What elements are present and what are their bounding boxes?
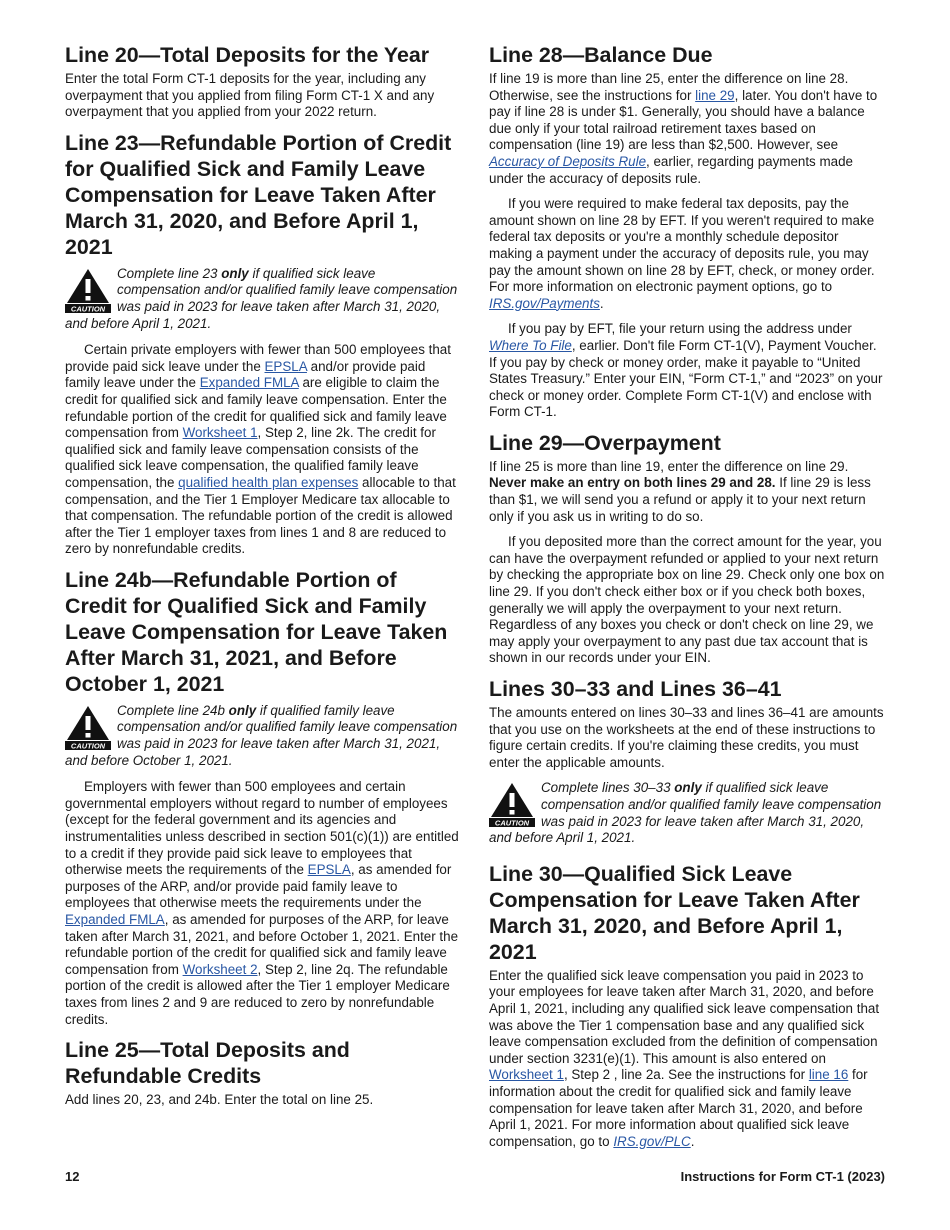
epsla-link[interactable]: EPSLA bbox=[264, 358, 307, 374]
line-28-p2 bbox=[489, 196, 885, 312]
text-span: If you were required to make federal tax deposits, pay the amount shown on line 28 by EFT. If you weren't required to make federal tax deposits or you're a monthly schedule depositor making a payment under the accuracy of deposits rule, you may pay the amount shown on line 28 by EFT, check, or money order. For more information on electronic payment options, go to bbox=[489, 196, 875, 295]
caution-text-a: Complete line 24b bbox=[117, 702, 229, 718]
line-29-p1 bbox=[489, 459, 885, 525]
text-span: If line 25 is more than line 19, enter the difference on line 29. bbox=[489, 458, 849, 474]
right-column bbox=[489, 42, 885, 1159]
caution-icon bbox=[489, 781, 535, 827]
irs-payments-link[interactable]: IRS.gov/Payments bbox=[489, 295, 600, 311]
text-span: and/or provide paid family leave under the bbox=[65, 358, 426, 391]
text-span: , earlier, regarding payments made under the accuracy of deposits rule. bbox=[489, 153, 853, 186]
text-span: If line 29 is less than $1, we will send you a refund or apply it to your next return only if you ask us in writing to do so. bbox=[489, 475, 871, 524]
text-span: , as amended for purposes of the ARP, and/or provide paid family leave to employees that otherwise meets the requirements under the bbox=[65, 862, 452, 911]
text-span: , earlier. Don't file Form CT-1(V), Payment Voucher. If you pay by check or money order, make it payable to “United States Treasury.” Enter your EIN, “Form CT-1,” and “2023” on your check or money order. Complete Form CT-1(V) and enclose with Form CT-1. bbox=[489, 337, 883, 420]
line-20-heading: Line 20—Total Deposits for the Year bbox=[65, 43, 430, 67]
worksheet-2-link[interactable]: Worksheet 2 bbox=[182, 961, 258, 977]
line-16-link[interactable]: line 16 bbox=[808, 1067, 849, 1083]
caution-icon bbox=[65, 704, 111, 750]
caution-label: CAUTION bbox=[494, 818, 530, 828]
left-column bbox=[65, 42, 460, 1118]
line-24b-body bbox=[65, 779, 460, 1028]
caution-label: CAUTION bbox=[70, 741, 106, 750]
text-span: , as amended for purposes of the ARP, for leave taken after March 31, 2021, and before October 1, 2021. Enter the refundable portion of the credit for qualified sick and family leave compensation from bbox=[65, 912, 459, 977]
line-28-p3 bbox=[489, 321, 885, 421]
caution-text-c: if qualified sick leave compensation and/or qualified family leave compensation was paid in 2023 for leave taken after March 31, 2020, and before April 1, 2021. bbox=[489, 780, 882, 846]
line-24b-heading: Line 24b—Refundable Portion of Credit for Qualified Sick and Family Leave Compensation for Leave Taken After March 31, 2021, and Before October 1, 2021 bbox=[65, 567, 448, 696]
text-span: for information about the credit for qualified sick and family leave compensation for leave taken after March 31, 2020, and before April 1, 2021. For more information about qualified sick leave compensation, go to bbox=[489, 1067, 868, 1149]
epsla-link[interactable]: EPSLA bbox=[307, 862, 351, 878]
line-29-link[interactable]: line 29 bbox=[695, 87, 735, 103]
caution-label: CAUTION bbox=[70, 304, 106, 313]
where-to-file-link[interactable]: Where To File bbox=[489, 337, 572, 353]
caution-text-a: Complete line 23 bbox=[117, 265, 222, 281]
text-span: allocable to that compensation, and the Tier 1 Employer Medicare tax allocable to that compensation. The refundable portion of the credit is allowed after the Tier 1 employer taxes from lines 1 and 8 are reduced to zero by nonrefundable credits. bbox=[65, 474, 456, 557]
caution-text-only: only bbox=[228, 702, 257, 718]
caution-text-only: only bbox=[221, 265, 249, 281]
worksheet-1-link[interactable]: Worksheet 1 bbox=[489, 1067, 564, 1083]
caution-text-c: if qualified family leave compensation and/or qualified family leave compensation was paid in 2023 for leave taken after March 31, 2021, and before October 1, 2021. bbox=[65, 702, 458, 768]
worksheet-1-link[interactable]: Worksheet 1 bbox=[182, 425, 258, 441]
text-span: . bbox=[599, 295, 604, 311]
line-24b-caution bbox=[65, 703, 460, 769]
line-30-heading: Line 30—Qualified Sick Leave Compensation for Leave Taken After March 31, 2020, and Before April 1, 2021 bbox=[489, 861, 860, 964]
line-23-caution bbox=[65, 266, 460, 332]
text-span: If line 19 is more than line 25, enter the difference on line 28. Otherwise, see the instructions for bbox=[489, 71, 849, 103]
qualified-health-plan-expenses-link[interactable]: qualified health plan expenses bbox=[178, 474, 359, 490]
caution-text-a: Complete lines 30–33 bbox=[541, 780, 675, 796]
text-span: If you pay by EFT, file your return using the address under bbox=[508, 321, 852, 337]
footer-doc-title: Instructions for Form CT-1 (2023) bbox=[680, 1169, 885, 1184]
accuracy-of-deposits-rule-link[interactable]: Accuracy of Deposits Rule bbox=[489, 153, 647, 169]
text-span: , Step 2 , line 2a. See the instructions for bbox=[563, 1067, 809, 1083]
line-28-heading: Line 28—Balance Due bbox=[489, 43, 713, 67]
expanded-fmla-link[interactable]: Expanded FMLA bbox=[65, 912, 165, 927]
text-span: , later. You don't have to pay if line 28 is under $1. Generally, you should have a balance due only if your total railroad retirement taxes based on compensation (line 19) are less than $2,500. However, see bbox=[489, 87, 878, 153]
text-span: , Step 2, line 2q. The refundable portion of the credit is allowed after the Tier 1 employer Medicare taxes from lines 2 and 9 are reduced to zero by nonrefundable credits. bbox=[65, 961, 450, 1027]
line-20-text: Enter the total Form CT-1 deposits for the year, including any overpayment that you applied from filing Form CT-1 X and any overpayment that you applied from your 2022 return. bbox=[65, 71, 435, 120]
text-span: , Step 2, line 2k. The credit for qualified sick and family leave compensation consists of the qualified sick leave compensation, the qualified family leave compensation, the bbox=[65, 425, 436, 490]
text-span: . bbox=[690, 1133, 695, 1149]
text-span: Certain private employers with fewer than 500 employees that provide paid sick leave under the bbox=[65, 342, 451, 374]
line-29-p2: If you deposited more than the correct amount for the year, you can have the overpayment refunded or applied to your next return by checking the appropriate box on line 29. Check only one box on line 29. If you don't check either box or if you check both boxes, generally we will apply the overpayment to your next return. Regardless of any boxes you check or don't check on line 29, we may apply your overpayment to any past due tax account that is shown in our records under your EIN. bbox=[489, 534, 885, 666]
lines-30-41-text: The amounts entered on lines 30–33 and lines 36–41 are amounts that you use on the worksheets at the end of these instructions to figure certain credits. If you're claiming these credits, you must enter the applicable amounts. bbox=[489, 705, 884, 770]
caution-text-c: if qualified sick leave compensation and/or qualified family leave compensation was paid in 2023 for leave taken after March 31, 2020, and before April 1, 2021. bbox=[65, 265, 458, 331]
line-25-text: Add lines 20, 23, and 24b. Enter the total on line 25. bbox=[65, 1092, 374, 1108]
line-29-heading: Line 29—Overpayment bbox=[489, 430, 721, 455]
irs-plc-link[interactable]: IRS.gov/PLC bbox=[613, 1133, 691, 1149]
expanded-fmla-link[interactable]: Expanded FMLA bbox=[199, 375, 299, 391]
page-number: 12 bbox=[65, 1169, 80, 1184]
caution-icon bbox=[65, 267, 111, 313]
line-28-p1 bbox=[489, 71, 885, 187]
lines-30-33-caution bbox=[489, 780, 885, 846]
never-both-lines-warning: Never make an entry on both lines 29 and 28. bbox=[489, 475, 776, 491]
lines-30-41-heading: Lines 30–33 and Lines 36–41 bbox=[489, 677, 782, 701]
text-span: are eligible to claim the credit for qualified sick and family leave compensation. Enter the refundable portion of the credit for qualified sick and family leave compensation from bbox=[65, 375, 447, 441]
line-23-heading: Line 23—Refundable Portion of Credit for Qualified Sick and Family Leave Compensation for Leave Taken After March 31, 2020, and Before April 1, 2021 bbox=[65, 130, 452, 259]
line-23-body bbox=[65, 342, 460, 558]
line-30-body bbox=[489, 968, 885, 1151]
caution-text-only: only bbox=[674, 780, 702, 796]
text-span: Employers with fewer than 500 employees and certain governmental employers without regard to number of employees (except for the federal government and its agencies and instrumentalities unless described in section 501(c)(1)) are entitled to a credit if they provide paid sick leave to employees that otherwise meets the requirements of the bbox=[65, 779, 459, 878]
text-span: Enter the qualified sick leave compensation you paid in 2023 to your employees for leave taken after March 31, 2020, and before April 1, 2021, including any qualified sick leave compensation that was above the Tier 1 compensation base and any qualified sick leave compensation excluded from the definition of compensation under section 3231(e)(1). This amount is also entered on bbox=[489, 967, 880, 1066]
line-25-heading: Line 25—Total Deposits and Refundable Credits bbox=[65, 1038, 350, 1089]
